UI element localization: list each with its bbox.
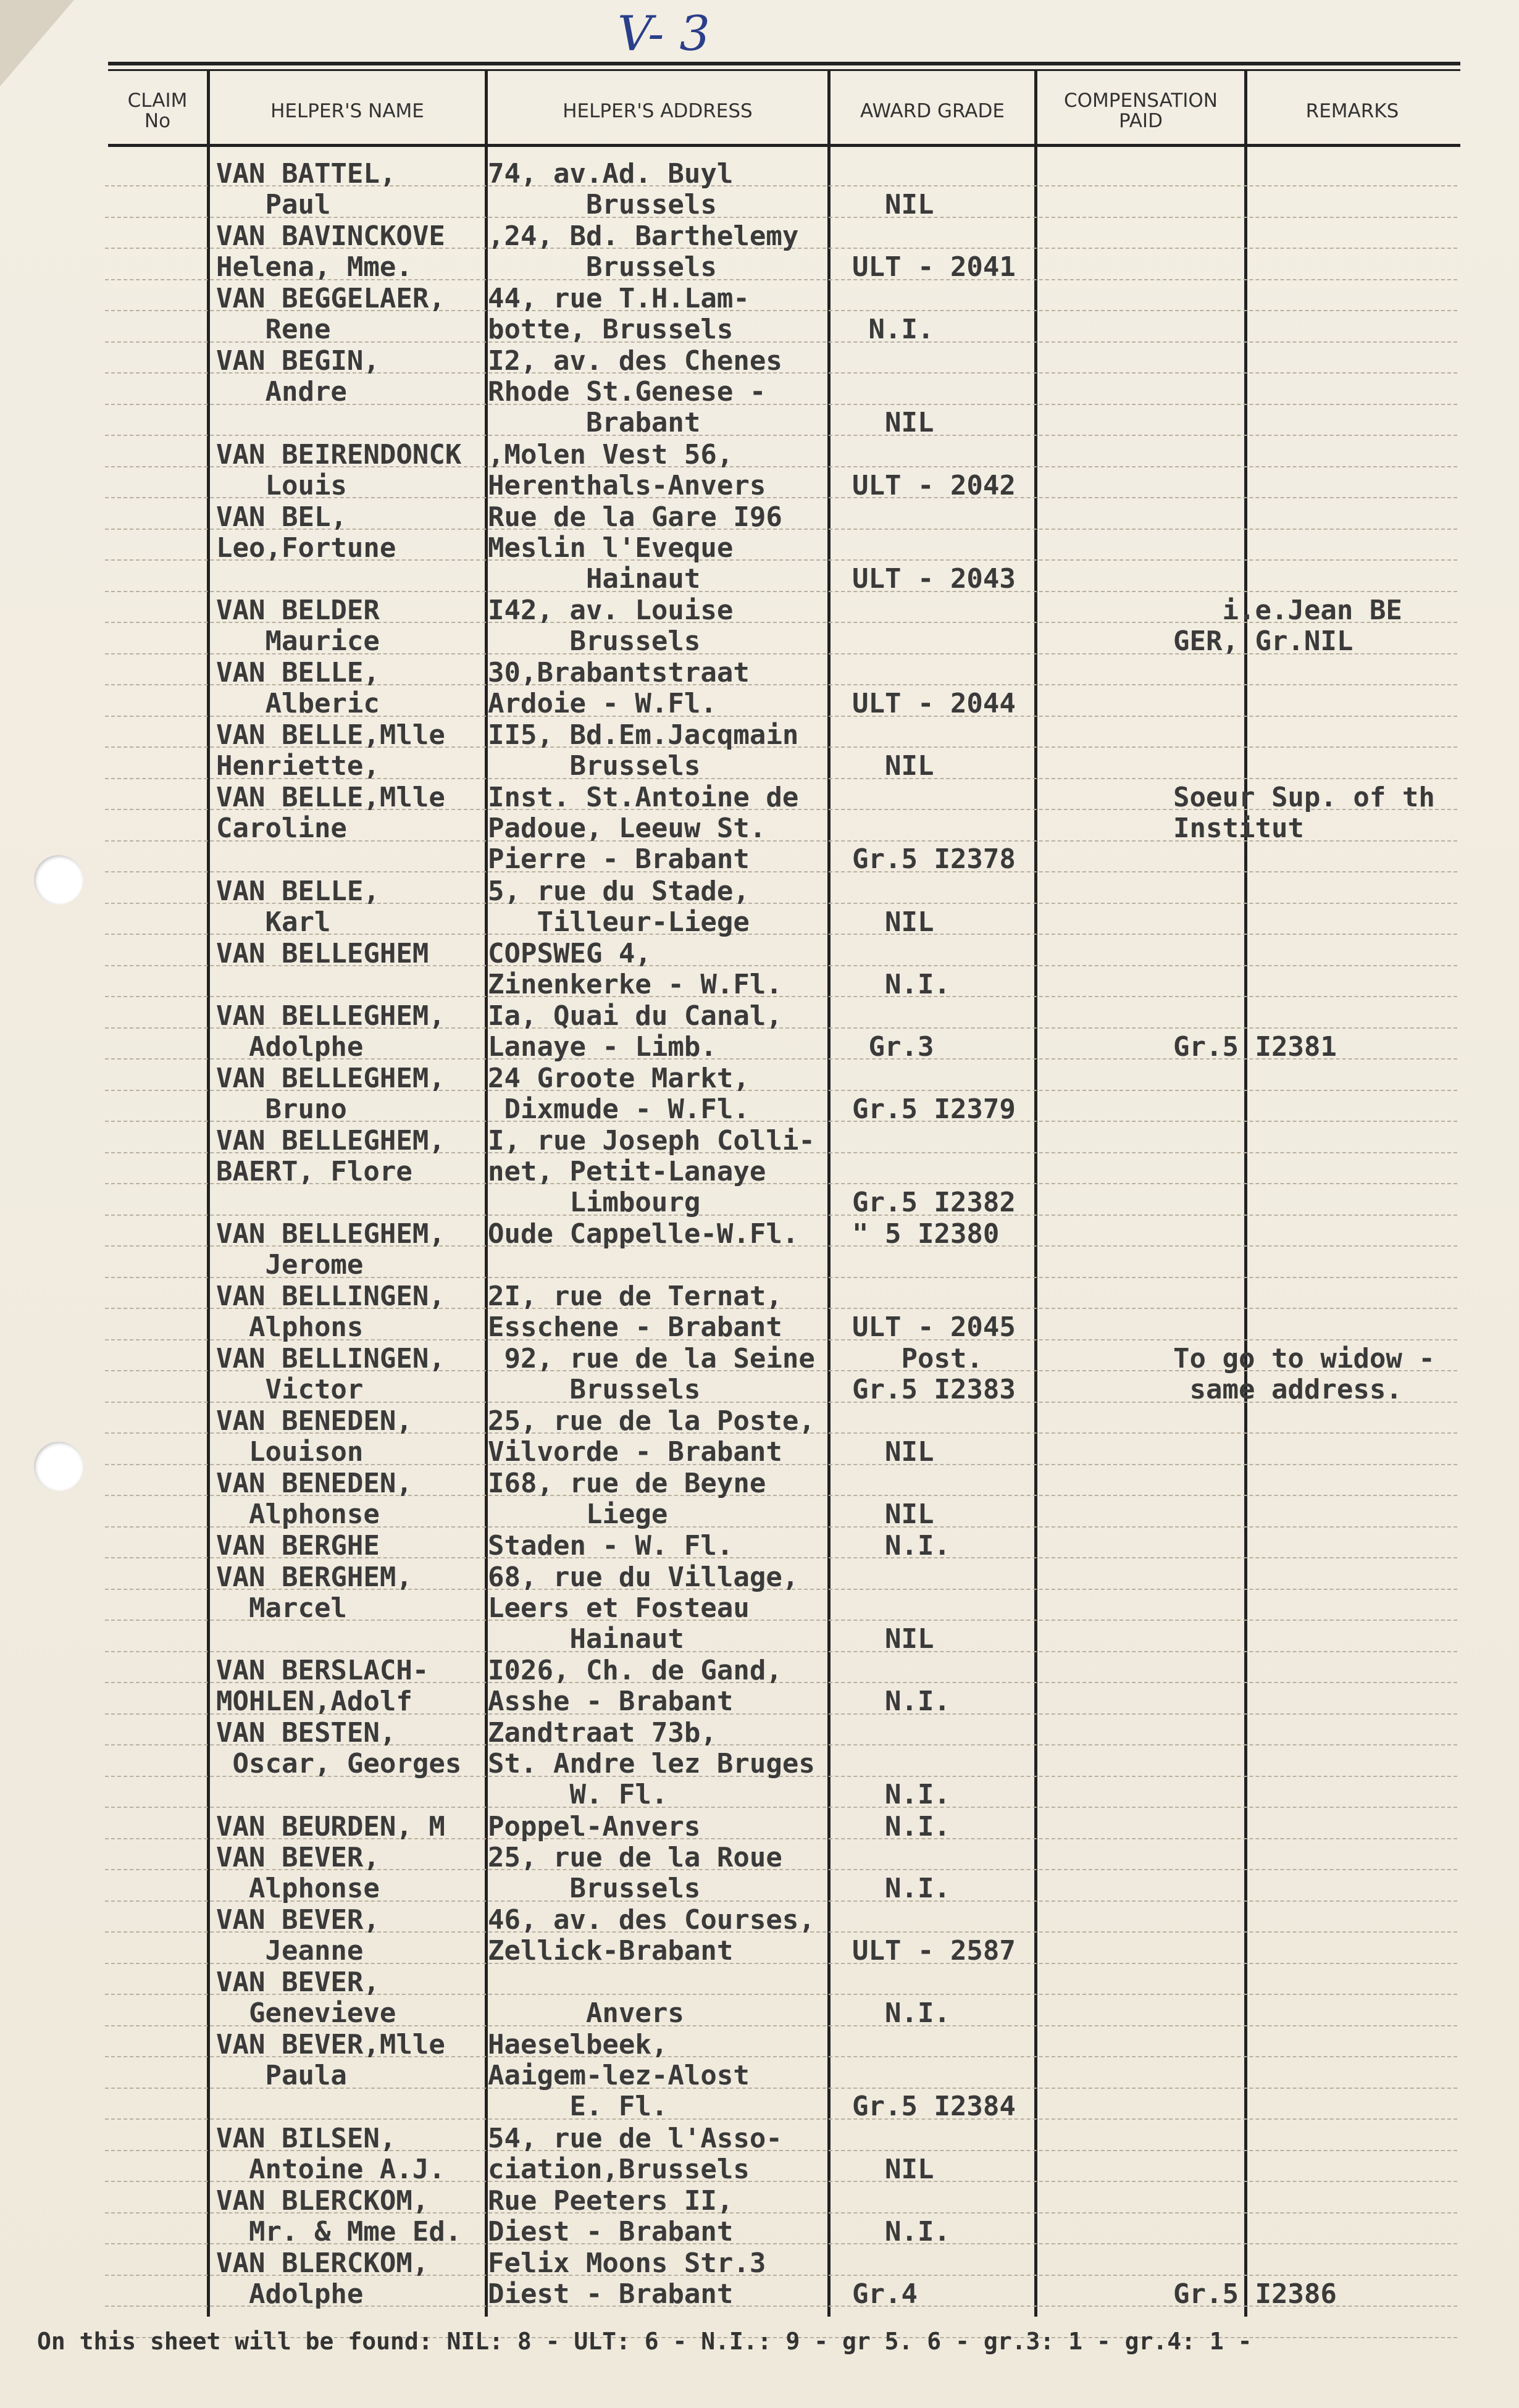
award-grade: NIL <box>884 1499 934 1530</box>
helper-address: 2I, rue de Ternat, Esschene - Brabant <box>488 1281 782 1343</box>
award-grade: NIL <box>884 189 934 220</box>
helper-name: VAN BAVINCKOVE Helena, Mme. <box>216 220 445 283</box>
helper-name: VAN BEVER, Jeanne <box>216 1904 380 1967</box>
award-grade: NIL <box>884 2154 934 2185</box>
helper-address: 25, rue de la Roue Brussels <box>488 1842 782 1904</box>
helper-name: VAN BELDER Maurice <box>216 595 380 657</box>
header-claim-no: CLAIM No <box>127 90 188 132</box>
helper-address: ,Molen Vest 56, Herenthals-Anvers <box>488 439 766 501</box>
helper-address: 92, rue de la Seine Brussels <box>504 1343 815 1405</box>
award-grade: Gr.4 <box>852 2278 918 2310</box>
remarks: Soeur Sup. of th Institut <box>1173 782 1435 844</box>
helper-name: VAN BELLEGHEM, Adolphe <box>216 1000 445 1063</box>
header-helpers-address: HELPER'S ADDRESS <box>563 99 753 122</box>
award-grade: N.I. <box>884 2216 950 2247</box>
remarks: Gr.5 I2386 <box>1173 2278 1337 2310</box>
helper-name: VAN BLERCKOM, Adolphe <box>216 2247 429 2310</box>
helper-address: Staden - W. Fl. <box>488 1530 734 1561</box>
award-grade: Gr.5 I2384 <box>852 2091 1016 2122</box>
handwritten-annotation: V- 3 <box>617 6 710 62</box>
helper-name: VAN BELLEGHEM, Bruno <box>216 1063 445 1125</box>
helper-name: VAN BELLEGHEM, Jerome <box>216 1218 445 1281</box>
helper-address: 46, av. des Courses, Zellick-Brabant <box>488 1904 815 1967</box>
col-divider-5 <box>1244 69 1247 2317</box>
helper-name: VAN BELLE, Karl <box>216 876 380 938</box>
helper-address: II5, Bd.Em.Jacqmain Brussels <box>488 719 799 782</box>
col-divider-4 <box>1034 69 1037 2317</box>
top-rule-thick <box>108 62 1460 65</box>
award-grade: ULT - 2043 <box>852 563 1016 595</box>
helper-address: 68, rue du Village, Leers et Fosteau Hainaut <box>488 1561 799 1655</box>
helper-address: Rue de la Gare I96 Meslin l'Eveque Hainaut <box>488 501 782 595</box>
award-grade: Gr.5 I2378 <box>852 843 1016 875</box>
helper-name: VAN BEGIN, Andre <box>216 345 380 408</box>
helper-address: Haeselbeek, Aaigem-lez-Alost E. Fl. <box>488 2029 750 2122</box>
helper-address: Inst. St.Antoine de Padoue, Leeuw St. Pierre - Brabant <box>488 782 799 875</box>
helper-address: COPSWEG 4, Zinenkerke - W.Fl. <box>488 938 782 1000</box>
helper-name: VAN BEVER, Alphonse <box>216 1842 380 1904</box>
remarks: i.e.Jean BE GER, Gr.NIL <box>1173 595 1402 657</box>
helper-address: Zandtraat 73b, St. Andre lez Bruges W. Fl. <box>488 1717 815 1810</box>
award-grade: NIL <box>884 1436 934 1468</box>
header-remarks: REMARKS <box>1305 99 1399 122</box>
award-grade: ULT - 2041 <box>852 251 1016 283</box>
award-grade: N.I. <box>868 314 934 345</box>
helper-address: Oude Cappelle-W.Fl. <box>488 1218 799 1250</box>
helper-address: Felix Moons Str.3 Diest - Brabant <box>488 2247 766 2310</box>
helper-name: VAN BERGHE <box>216 1530 380 1561</box>
helper-name: VAN BEL, Leo,Fortune <box>216 501 396 564</box>
header-bottom-rule <box>108 144 1460 147</box>
award-grade: " 5 I2380 <box>852 1218 1000 1250</box>
sheet-summary-footer: On this sheet will be found: NIL: 8 - ULT: 6 - N.I.: 9 - gr 5. 6 - gr.3: 1 - gr.4: 1 - <box>37 2328 1252 2355</box>
award-grade: N.I. <box>884 1997 950 2029</box>
punch-hole-bottom <box>34 1442 83 1491</box>
award-grade: NIL <box>884 407 934 438</box>
helper-name: VAN BELLINGEN, Alphons <box>216 1281 445 1343</box>
col-divider-1 <box>207 69 210 2317</box>
helper-address: Anvers <box>585 1997 684 2029</box>
award-grade: ULT - 2044 <box>852 688 1016 719</box>
award-grade: Gr.5 I2379 <box>852 1093 1016 1125</box>
helper-address: I2, av. des Chenes Rhode St.Genese - Brabant <box>488 345 782 438</box>
helper-name: VAN BENEDEN, Alphonse <box>216 1468 412 1530</box>
header-helpers-name: HELPER'S NAME <box>270 99 424 122</box>
award-grade: Gr.5 I2382 <box>852 1187 1016 1218</box>
helper-address: 30,Brabantstraat Ardoie - W.Fl. <box>488 657 750 719</box>
helper-address: Ia, Quai du Canal, Lanaye - Limb. <box>488 1000 782 1063</box>
award-grade: N.I. <box>884 1873 950 1904</box>
helper-address: Rue Peeters II, Diest - Brabant <box>488 2185 734 2247</box>
helper-name: VAN BEGGELAER, Rene <box>216 283 445 345</box>
helper-name: VAN BEVER,Mlle Paula <box>216 2029 445 2091</box>
award-grade: N.I. <box>884 1686 950 1717</box>
folded-corner <box>0 0 74 86</box>
helper-name: VAN BERGHEM, Marcel <box>216 1561 412 1624</box>
helper-address: I68, rue de Beyne Liege <box>488 1468 766 1530</box>
award-grade: N.I. <box>852 1811 950 1842</box>
helper-address: Poppel-Anvers <box>488 1811 701 1842</box>
helper-address: 24 Groote Markt, Dixmude - W.Fl. <box>488 1063 750 1125</box>
helper-name: VAN BEURDEN, M <box>216 1811 445 1842</box>
helper-name: VAN BENEDEN, Louison <box>216 1405 412 1468</box>
helper-name: VAN BEVER, Genevieve <box>216 1967 396 2029</box>
top-rule-thin <box>108 69 1460 71</box>
award-grade: ULT - 2587 <box>852 1935 1016 1967</box>
helper-address: 74, av.Ad. Buyl Brussels <box>488 158 734 220</box>
award-grade: ULT - 2042 <box>852 470 1016 501</box>
award-grade: NIL <box>884 750 934 782</box>
helper-address: 25, rue de la Poste, Vilvorde - Brabant <box>488 1405 815 1468</box>
helper-name: VAN BILSEN, Antoine A.J. <box>216 2123 445 2185</box>
award-grade: N.I. <box>852 1530 950 1561</box>
punch-hole-top <box>34 855 83 905</box>
header-compensation-paid: COMPENSATION PAID <box>1064 90 1218 132</box>
helper-name: VAN BERSLACH- MOHLEN,Adolf <box>216 1655 429 1717</box>
helper-address: ,24, Bd. Barthelemy Brussels <box>488 220 799 283</box>
award-grade: N.I. <box>884 969 950 1000</box>
header-award-grade: AWARD GRADE <box>860 99 1005 122</box>
helper-address: I42, av. Louise Brussels <box>488 595 734 657</box>
helper-address: I, rue Joseph Colli- net, Petit-Lanaye Limbourg <box>488 1125 815 1218</box>
remarks: Gr.5 I2381 <box>1173 1031 1337 1063</box>
award-grade: Post. Gr.5 I2383 <box>852 1343 1016 1405</box>
helper-name: VAN BELLEGHEM, BAERT, Flore <box>216 1125 445 1187</box>
helper-name: VAN BELLEGHEM <box>216 938 429 969</box>
helper-name: VAN BEIRENDONCK Louis <box>216 439 462 501</box>
helper-name: VAN BELLE,Mlle Henriette, <box>216 719 445 782</box>
helper-address: I026, Ch. de Gand, Asshe - Brabant <box>488 1655 782 1717</box>
ruled-line <box>105 2118 1457 2120</box>
helper-name: VAN BELLINGEN, Victor <box>216 1343 445 1405</box>
award-grade: NIL <box>884 906 934 938</box>
award-grade: Gr.3 <box>868 1031 934 1063</box>
helper-name: VAN BELLE, Alberic <box>216 657 380 719</box>
award-grade: N.I. <box>884 1779 950 1810</box>
helper-address: 54, rue de l'Asso- ciation,Brussels <box>488 2123 782 2185</box>
award-grade: NIL <box>884 1623 934 1655</box>
col-divider-3 <box>827 69 831 2317</box>
helper-name: VAN BATTEL, Paul <box>216 158 396 220</box>
helper-name: VAN BLERCKOM, Mr. & Mme Ed. <box>216 2185 462 2247</box>
award-grade: ULT - 2045 <box>852 1311 1016 1343</box>
helper-address: 5, rue du Stade, Tilleur-Liege <box>488 876 750 938</box>
remarks: To go to widow - same address. <box>1173 1343 1435 1405</box>
helper-name: VAN BESTEN, Oscar, Georges <box>216 1717 462 1779</box>
helper-name: VAN BELLE,Mlle Caroline <box>216 782 445 844</box>
helper-address: 44, rue T.H.Lam- botte, Brussels <box>488 283 750 345</box>
